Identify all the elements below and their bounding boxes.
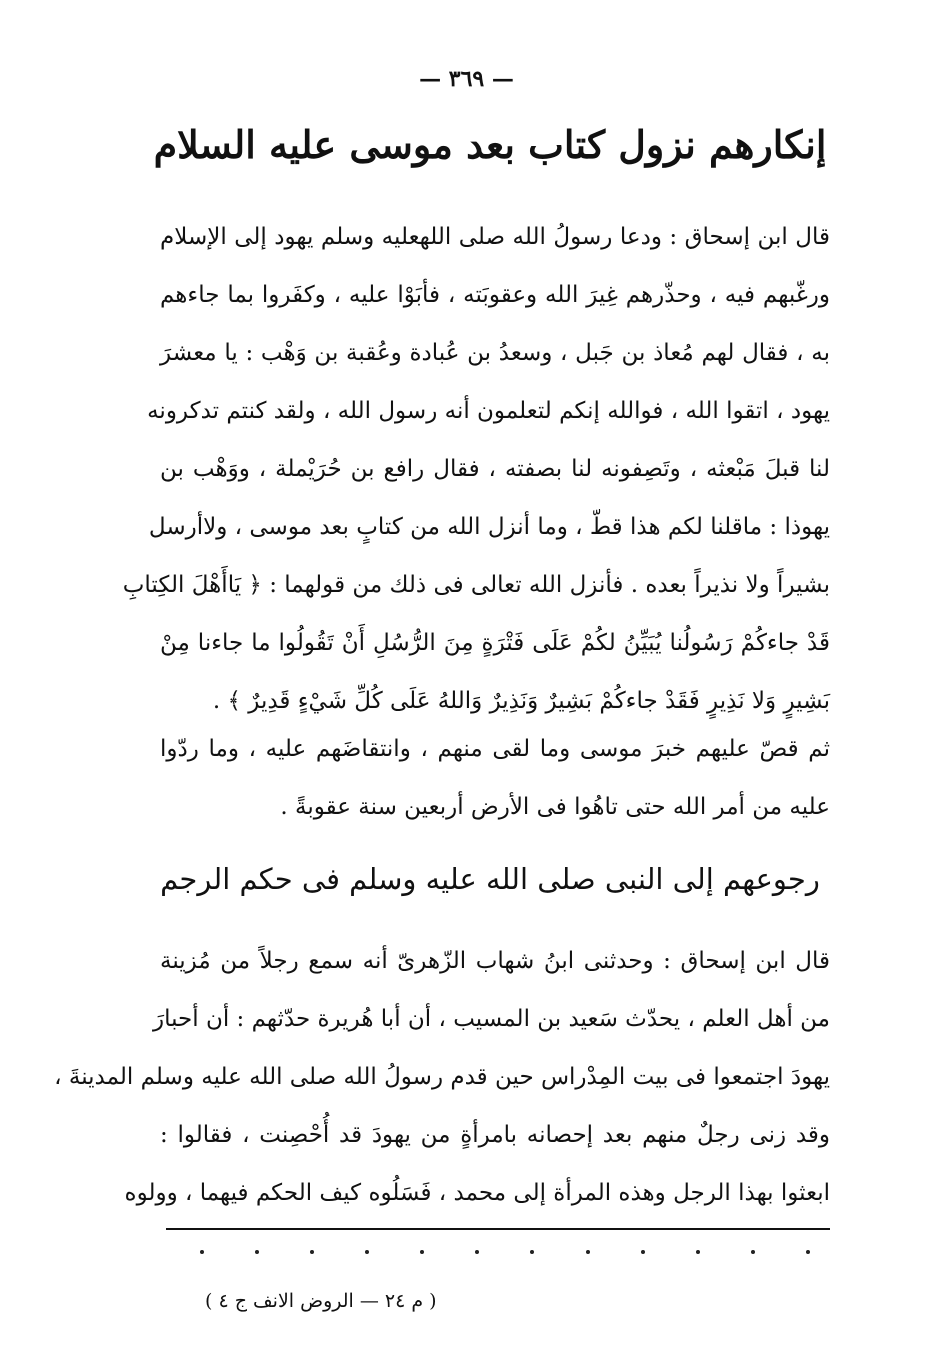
dot <box>530 1250 534 1254</box>
footer-rule <box>166 1228 830 1230</box>
footer-dots <box>200 1250 810 1254</box>
signature-mark: ( م ٢٤ — الروض الانف ج ٤ ) <box>205 1290 437 1312</box>
text-line: بشيراً ولا نذيراً بعده . فأنزل الله تعالى فى ذلك من قولهما : ﴿ يَاأَهْلَ الكِتابِ <box>122 572 830 598</box>
text-line: بَشِيرٍ وَلا نَذِيرٍ فَقَدْ جاءكُمْ بَشِيرٌ وَنَذِيرٌ وَاللهُ عَلَى كُلِّ شَيْءٍ قَدِيرٌ ﴾ . <box>212 688 830 714</box>
text-line: به ، فقال لهم مُعاذ بن جَبل ، وسعدُ بن عُبادة وعُقبة بن وَهْب : يا معشرَ <box>160 340 830 366</box>
paragraph-2 <box>160 720 830 836</box>
paragraph-1 <box>122 208 830 730</box>
dot <box>420 1250 424 1254</box>
text-line: قَدْ جاءكُمْ رَسُولُنا يُبَيِّنُ لكُمْ عَلَى فَتْرَةٍ مِنَ الرُّسُلِ أَنْ تَقُولُوا ما جاءنا مِنْ <box>160 630 830 656</box>
paragraph-3 <box>54 932 830 1222</box>
text-line: عليه من أمر الله حتى تاهُوا فى الأرض أربعين سنة عقوبةً . <box>280 794 830 820</box>
dot <box>806 1250 810 1254</box>
text-line: ابعثوا بهذا الرجل وهذه المرأة إلى محمد ، فَسَلُوه كيف الحكم فيهما ، وولوه <box>124 1180 830 1206</box>
text-line: قال ابن إسحاق : ودعا رسولُ الله صلى اللهعليه وسلم يهود إلى الإسلام <box>160 224 830 250</box>
dot <box>310 1250 314 1254</box>
dot <box>475 1250 479 1254</box>
text-line: ورغّبهم فيه ، وحذّرهم غِيرَ الله وعقوبَته ، فأبَوْا عليه ، وكفَروا بما جاءهم <box>160 282 830 308</box>
text-line: ثم قصّ عليهم خبرَ موسى وما لقى منهم ، وانتقاضَهم عليه ، وما ردّوا <box>160 736 830 762</box>
section-title-2: رجوعهم إلى النبى صلى الله عليه وسلم فى حكم الرجم <box>160 862 820 896</box>
text-line: لنا قبلَ مَبْعثه ، وتَصِفونه لنا بصفته ، فقال رافع بن حُرَيْملة ، ووَهْب بن <box>160 456 830 482</box>
page-number: — ٣٦٩ — <box>419 66 514 92</box>
dot <box>200 1250 204 1254</box>
section-title-1: إنكارهم نزول كتاب بعد موسى عليه السلام <box>153 122 827 167</box>
dot <box>586 1250 590 1254</box>
text-line: يهوذا : ماقلنا لكم هذا قطّ ، وما أنزل الله من كتابٍ بعد موسى ، ولاأرسل <box>148 514 830 540</box>
dot <box>255 1250 259 1254</box>
dot <box>751 1250 755 1254</box>
dot <box>696 1250 700 1254</box>
dot <box>365 1250 369 1254</box>
dot <box>641 1250 645 1254</box>
text-line: من أهل العلم ، يحدّث سَعيد بن المسيب ، أن أبا هُريرة حدّثهم : أن أحبارَ <box>152 1006 830 1032</box>
text-line: وقد زنى رجلٌ منهم بعد إحصانه بامرأةٍ من يهودَ قد أُحْصِنت ، فقالوا : <box>160 1122 830 1148</box>
text-line: يهودَ اجتمعوا فى بيت المِدْراس حين قدم رسولُ الله صلى الله عليه وسلم المدينةَ ، <box>54 1064 830 1090</box>
text-line: يهود ، اتقوا الله ، فوالله إنكم لتعلمون أنه رسول الله ، ولقد كنتم تدكرونه <box>147 398 830 424</box>
text-line: قال ابن إسحاق : وحدثنى ابنُ شهاب الزّهرىّ أنه سمع رجلاً من مُزينة <box>160 948 830 974</box>
